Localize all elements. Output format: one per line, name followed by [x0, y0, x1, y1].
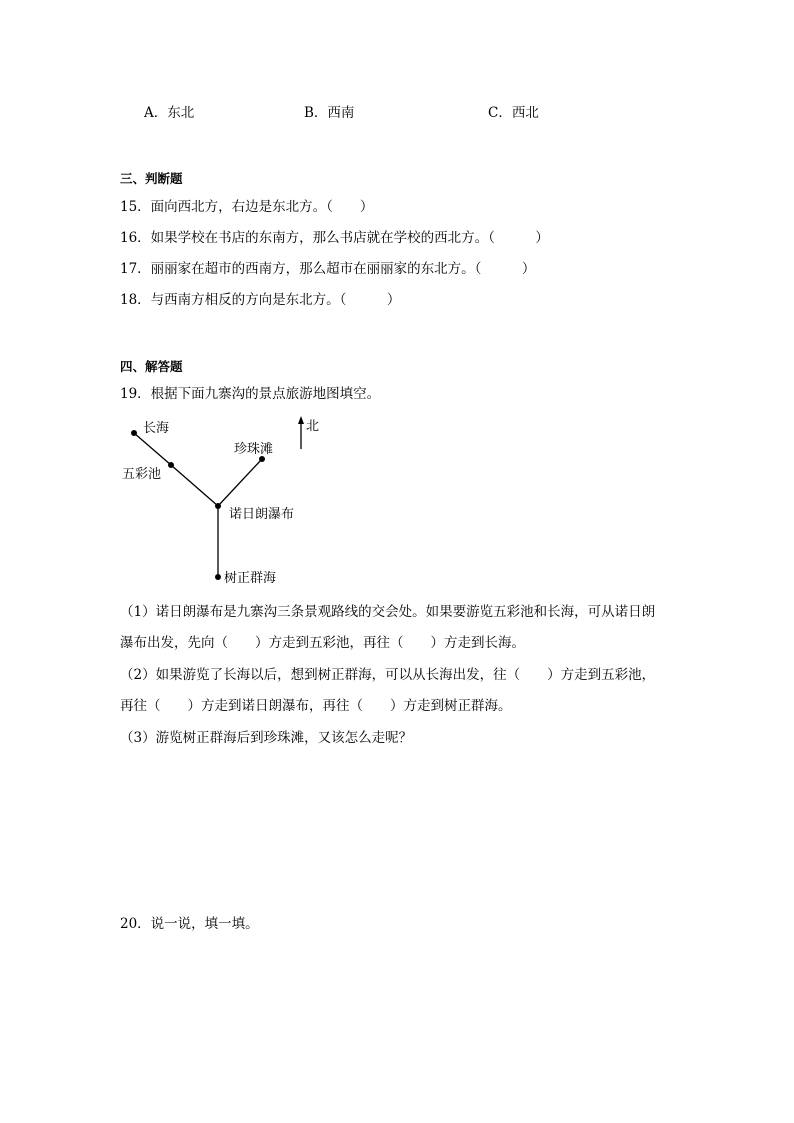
point-shuzheng — [215, 574, 221, 580]
option-c: C．西北 — [488, 105, 539, 121]
section-title-judgment: 三、判断题 — [120, 171, 183, 186]
route-wucaichi-nuorilang — [171, 465, 218, 506]
q19-sub3: （3）游览树正群海后到珍珠滩，又该怎么走呢？ — [120, 730, 413, 746]
label-zhenzhutan: 珍珠滩 — [234, 442, 274, 457]
option-a: A．东北 — [144, 105, 195, 121]
point-wucaichi — [168, 462, 174, 468]
point-nuorilang — [215, 503, 221, 509]
route-nuorilang-zhenzhutan — [218, 459, 262, 506]
point-changhai — [131, 430, 137, 436]
q19-sub1-line2: 瀑布出发，先向（ ）方走到五彩池，再往（ ）方走到长海。 — [120, 635, 525, 651]
label-nuorilang: 诺日朗瀑布 — [229, 507, 295, 522]
section-title-answer: 四、解答题 — [120, 359, 183, 374]
judgment-item-16: 16．如果学校在书店的东南方，那么书店就在学校的西北方。（ ） — [120, 230, 549, 246]
label-north: 北 — [306, 419, 320, 434]
question-19-prompt: 19．根据下面九寨沟的景点旅游地图填空。 — [120, 386, 381, 402]
label-wucaichi: 五彩池 — [122, 467, 162, 482]
route-changhai-wucaichi — [134, 433, 171, 465]
q19-sub2-line1: （2）如果游览了长海以后，想到树正群海，可以从长海出发，往（ ）方走到五彩池， — [120, 667, 656, 683]
judgment-item-15: 15．面向西北方，右边是东北方。（ ） — [120, 199, 374, 215]
q19-sub1-line1: （1）诺日朗瀑布是九寨沟三条景观路线的交会处。如果要游览五彩池和长海，可从诺日朗 — [120, 604, 656, 620]
label-shuzheng: 树正群海 — [224, 571, 277, 586]
judgment-item-18: 18．与西南方相反的方向是东北方。（ ） — [120, 292, 401, 308]
label-changhai: 长海 — [143, 421, 170, 436]
q19-sub2-line2: 再往（ ）方走到诺日朗瀑布，再往（ ）方走到树正群海。 — [120, 698, 512, 714]
north-arrow-icon — [298, 416, 304, 424]
option-b: B．西南 — [304, 105, 355, 121]
judgment-item-17: 17．丽丽家在超市的西南方，那么超市在丽丽家的东北方。（ ） — [120, 261, 536, 277]
question-20-prompt: 20．说一说，填一填。 — [120, 916, 259, 932]
